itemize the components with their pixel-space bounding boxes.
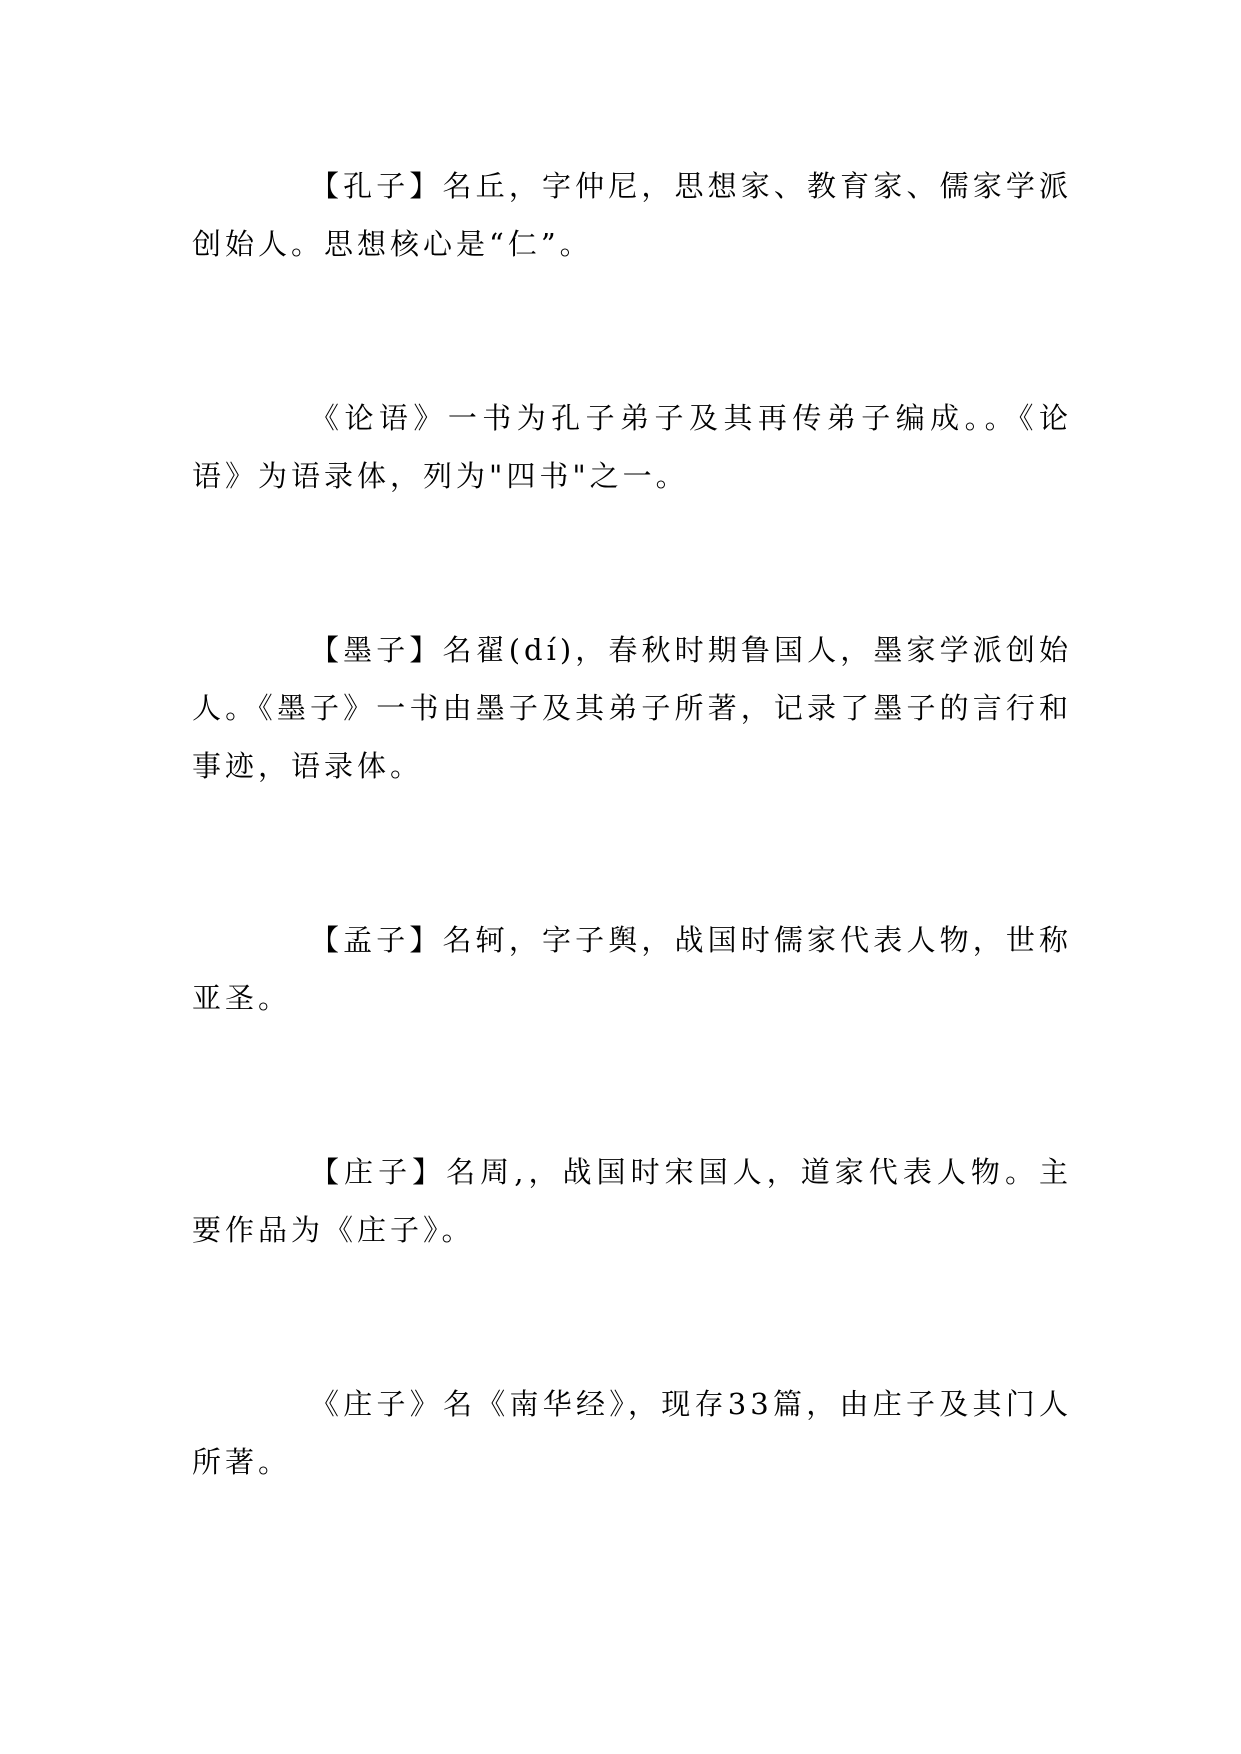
paragraph-zhuangzi: 【庄子】名周,，战国时宋国人，道家代表人物。主要作品为《庄子》。 [192, 1155, 1072, 1247]
paragraph-zhuangzi-book: 《庄子》名《南华经》，现存33篇，由庄子及其门人所著。 [192, 1387, 1072, 1479]
paragraph-analects: 《论语》一书为孔子弟子及其再传弟子编成。。《论语》为语录体，列为"四书"之一。 [192, 401, 1072, 493]
paragraph-mencius: 【孟子】名轲，字子舆，战国时儒家代表人物，世称亚圣。 [192, 923, 1072, 1015]
paragraph-mozi: 【墨子】名翟(dí)，春秋时期鲁国人，墨家学派创始人。《墨子》一书由墨子及其弟子所著，记录了墨子的言行和事迹，语录体。 [192, 633, 1072, 783]
paragraph-confucius: 【孔子】名丘，字仲尼，思想家、教育家、儒家学派创始人。思想核心是“仁”。 [192, 169, 1072, 261]
document-body [192, 157, 1072, 1491]
